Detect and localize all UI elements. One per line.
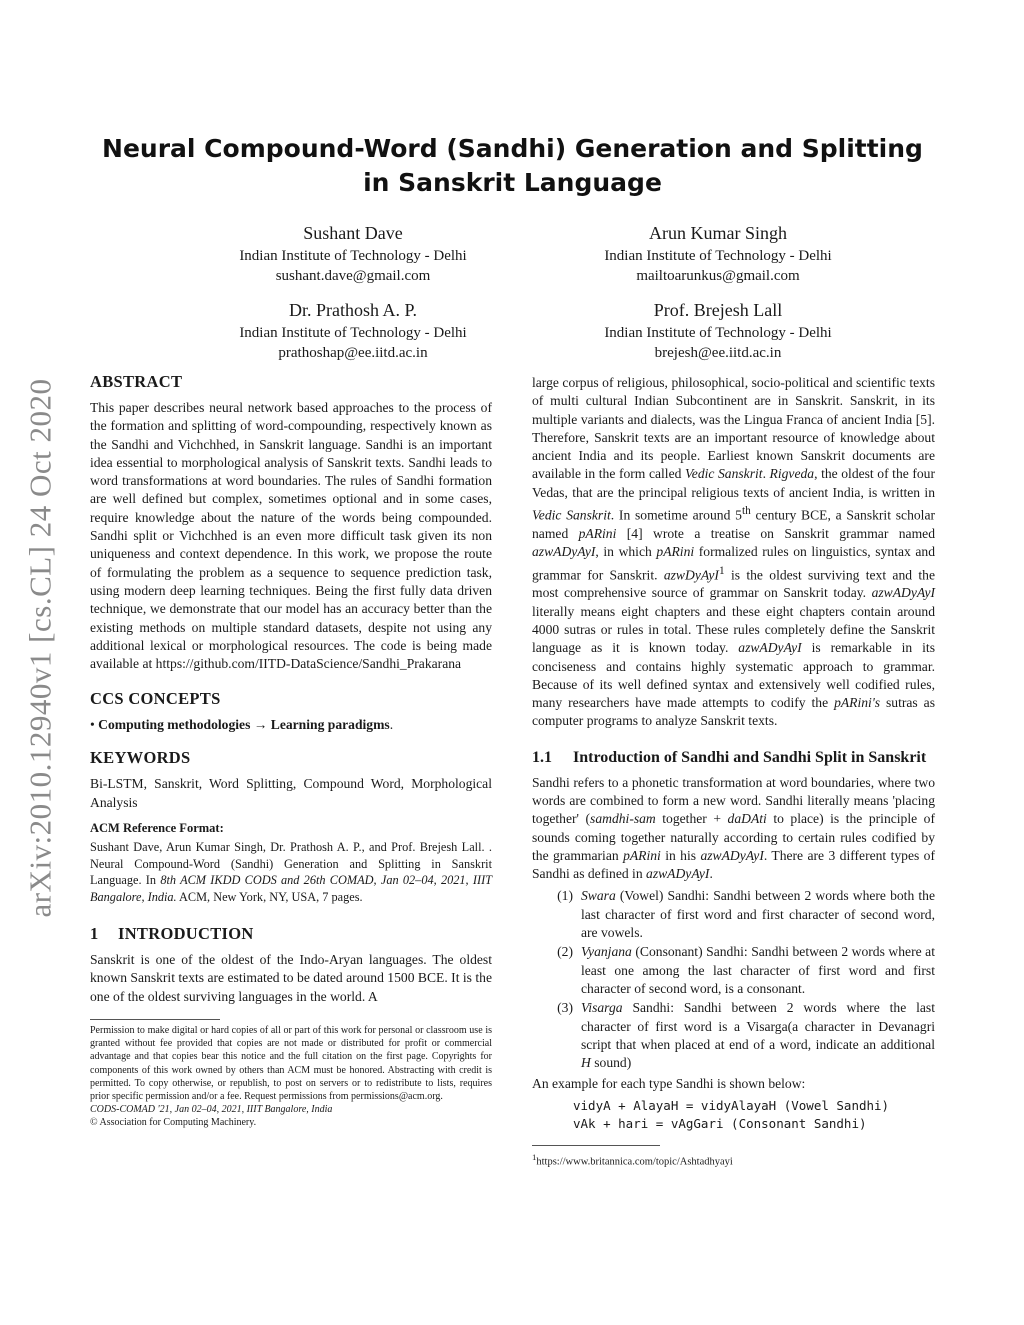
footnote-divider [90, 1019, 220, 1020]
keywords-heading: KEYWORDS [90, 748, 191, 768]
author-name: Sushant Dave [303, 223, 403, 243]
permission-notice: Permission to make digital or hard copies of all or part of this work for personal or classroom use is granted without fee provided that copies are not made or distributed for profit or commercial advantage and that copies bear this notice and the full citation on the first page. Copyrights for components of this work owned by others than ACM must be honored. Abstracting with credit is permitted. To copy otherwise, or republish, to post on servers or to redistribute to lists, requires prior specific permission and/or a fee. Request permissions from permissions@acm.org. [90, 1024, 492, 1102]
author-email: mailtoarunkus@gmail.com [636, 268, 800, 284]
arxiv-watermark [20, 352, 62, 944]
example-line-1: vidyA + AlayaH = vidyAlayaH (Vowel Sandhi) [573, 1097, 890, 1113]
footnote-reference[interactable]: 1 [718, 564, 725, 577]
subsection-heading [532, 747, 935, 768]
acm-reference-publisher: ACM, New York, NY, USA, 7 pages. [176, 889, 363, 904]
author-email: brejesh@ee.iitd.ac.in [654, 345, 782, 361]
conference-venue: CODS-COMAD '21, Jan 02–04, 2021, IIIT Bangalore, India [90, 1104, 333, 1116]
ccs-concept-item [90, 716, 492, 734]
arxiv-id-text: arXiv:2010.12940v1 [cs.CL] 24 Oct 2020 [23, 378, 59, 918]
author-name: Dr. Prathosh A. P. [288, 300, 418, 320]
section-title: INTRODUCTION [118, 924, 254, 944]
section-number: 1 [90, 924, 99, 944]
author-affiliation: Indian Institute of Technology - Delhi [604, 325, 832, 341]
author-affiliation: Indian Institute of Technology - Delhi [239, 325, 467, 341]
footnote [532, 1150, 935, 1170]
subsection-title: Introduction of Sandhi and Sandhi Split in Sanskrit [573, 748, 927, 766]
footnote-mark: 1 [532, 1151, 537, 1162]
author-name: Prof. Brejesh Lall [653, 300, 783, 320]
keywords-text: Bi-LSTM, Sanskrit, Word Splitting, Compound Word, Morphological Analysis [90, 776, 492, 810]
list-item: (1) Swara (Vowel) Sandhi: Sandhi between 2 words where both the last character of first word and first character of second word, are vowels. [557, 888, 935, 941]
author-affiliation: Indian Institute of Technology - Delhi [239, 248, 467, 264]
left-column [90, 372, 492, 1130]
sandhi-types-list [532, 887, 935, 1072]
author-block-1 [143, 220, 563, 286]
list-item: (3) Visarga Sandhi: Sandhi between 2 words where the last character of first word is a Visarga(a character in Devanagri script that when placed at end of a word, indicate an additional H sound) [557, 1000, 935, 1071]
copyright-line: © Association for Computing Machinery. [90, 1117, 257, 1129]
author-name: Arun Kumar Singh [649, 223, 787, 243]
author-affiliation: Indian Institute of Technology - Delhi [604, 248, 832, 264]
acm-reference-venue: 8th ACM IKDD CODS and 26th COMAD, Jan 02–04, 2021, IIIT Bangalore, India. [90, 873, 492, 904]
intro-continuation: large corpus of religious, philosophical, socio-political and scientific texts of multi cultural Indian Subcontinent are in Sanskrit. Sanskrit, in its multiple variants and dialects, was the Lingua Franca of ancient India [5]. Therefore, Sanskrit texts are an important resource of knowledge about ancient India and its people. Earliest known Sanskrit documents are available in the form called Vedic Sanskrit. Rigveda, the oldest of the four Vedas, that are the principal religious texts of ancient India, is written in Vedic Sanskrit. In sometime around 5th century BCE, a Sanskrit scholar named pARini [4] wrote a treatise on Sanskrit grammar named azwADyAyI, in which pARini formalized rules on linguistics, syntax and grammar for Sanskrit. azwDyAyI$^1$ is the oldest surviving text and the most comprehensive source of grammar on Sanskrit today. azwADyAyI literally means eight chapters and these eight chapters contain around 4000 sutras or rules in total. These rules completely define the Sanskrit language as it is known today. azwADyAyI is remarkable in its conciseness and contains highly systematic approach to grammar. Because of its well defined syntax and extensively well codified rules, many researchers have made attempts to codify the pARini's sutras as computer programs to analyze Sanskrit texts. [532, 375, 936, 729]
acm-reference-heading: ACM Reference Format: [90, 821, 224, 836]
author-block-2 [508, 220, 928, 286]
footnote-url[interactable]: https://www.britannica.com/topic/Ashtadhyayi [536, 1156, 733, 1168]
footnote-divider [532, 1145, 660, 1146]
list-item: (2) Vyanjana (Consonant) Sandhi: Sandhi between 2 words where at least one among the last character of first word and first character of second word, is a consonant. [557, 944, 935, 996]
introduction-text: Sanskrit is one of the oldest of the Indo-Aryan languages. The oldest known Sanskrit texts are estimated to be dated around 1500 BCE. It is the one of the oldest surviving languages in the world. A [90, 952, 492, 1004]
ccs-heading: CCS CONCEPTS [90, 689, 221, 709]
author-block-3 [143, 297, 563, 363]
conference-line [90, 1103, 492, 1116]
acm-reference-authors: Sushant Dave, Arun Kumar Singh, Dr. Prathosh A. P., and Prof. Brejesh Lall. . Neural Compound-Word (Sandhi) Generation and Splitting in Sanskrit Language. In [90, 840, 492, 888]
author-block-4 [508, 297, 928, 363]
introduction-heading [90, 924, 492, 944]
acm-reference-text [90, 839, 492, 905]
ccs-concept-end: . [389, 717, 394, 733]
sandhi-definition: Sandhi refers to a phonetic transformation at word boundaries, where two words are combined to form a new word. Sandhi literally means 'placing together' (samdhi-sam together + daDAti to place) is the principle of sounds coming together naturally according to certain rules codified by the grammarian pARini in his azwADyAyI. There are 3 different types of Sandhi as defined in azwADyAyI. [532, 774, 936, 882]
subsection-number: 1.1 [532, 748, 552, 766]
example-line-2: vAk + hari = vAgGari (Consonant Sandhi) [573, 1116, 867, 1132]
author-email: sushant.dave@gmail.com [275, 268, 431, 284]
right-column [532, 374, 935, 1169]
abstract-text: This paper describes neural network based approaches to the process of the formation and splitting of word-compounding, respectively known as the Sandhi and Vichchhed, in Sanskrit language. Sandhi is an important idea essential to morphological analysis of Sanskrit texts. Sandhi leads to word transformations at word boundaries. The rules of Sandhi formation are well defined but complex, sometimes optional and in some cases, require knowledge about the nature of the words being compounded. Sandhi split or Vichchhed is an even more difficult task given its non uniqueness and context dependence. In this work, we propose the route of formulating the problem as a sequence to sequence prediction task, using modern deep learning techniques. Being the first fully data driven technique, we demonstrate that our model has an accuracy better than the existing methods on multiple standard datasets, despite not using any additional lexical or morphological resources. The code is being made available at https://github.com/IITD-DataScience/Sandhi_Prakarana [90, 400, 492, 672]
paper-title: Neural Compound-Word (Sandhi) Generation and Splitting in Sanskrit Language [102, 134, 923, 197]
example-intro: An example for each type Sandhi is shown below: [532, 1076, 806, 1092]
abstract-heading: ABSTRACT [90, 372, 183, 391]
ccs-concept-text: Computing methodologies → Learning paradigms [98, 717, 390, 733]
author-email: prathoshap@ee.iitd.ac.in [278, 345, 428, 361]
ccs-bullet: • [90, 717, 95, 733]
